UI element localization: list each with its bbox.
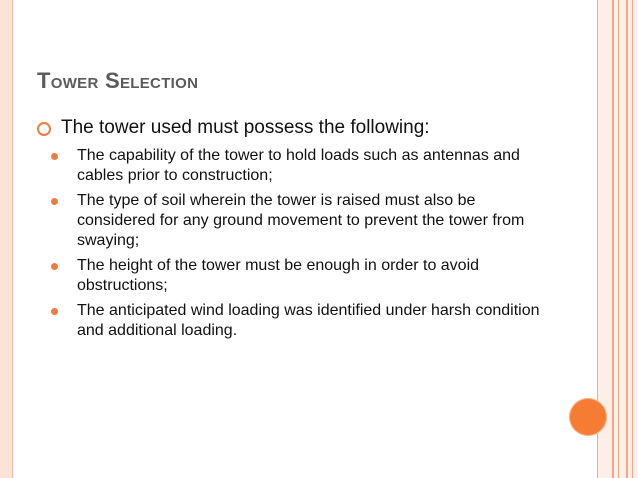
right-border-line <box>626 0 628 478</box>
right-border-line <box>632 0 633 478</box>
sub-bullet-text: The anticipated wind loading was identified under harsh condition and additional loading. <box>77 302 540 339</box>
slide-content <box>37 116 577 346</box>
sub-bullet-text: The capability of the tower to hold loads such as antennas and cables prior to construction; <box>77 147 520 184</box>
orange-circle-decoration-icon <box>569 398 607 436</box>
main-bullet-text: The tower used must possess the following: <box>61 117 430 138</box>
slide-title: Tower Selection <box>37 68 199 93</box>
sub-bullet-list <box>37 146 577 341</box>
sub-bullet-item <box>51 191 577 251</box>
filled-circle-bullet-icon <box>51 198 58 205</box>
filled-circle-bullet-icon <box>51 263 58 270</box>
left-border-strip <box>0 0 13 478</box>
right-border-line <box>618 0 619 478</box>
filled-circle-bullet-icon <box>51 308 58 315</box>
filled-circle-bullet-icon <box>51 153 58 160</box>
sub-bullet-item <box>51 301 577 341</box>
right-border-line <box>612 0 614 478</box>
hollow-circle-bullet-icon <box>37 122 51 136</box>
sub-bullet-text: The type of soil wherein the tower is raised must also be considered for any ground movement to prevent the tower from swaying; <box>77 192 525 249</box>
main-bullet <box>37 116 577 140</box>
sub-bullet-item <box>51 146 577 186</box>
sub-bullet-item <box>51 256 577 296</box>
sub-bullet-text: The height of the tower must be enough in order to avoid obstructions; <box>77 257 480 294</box>
